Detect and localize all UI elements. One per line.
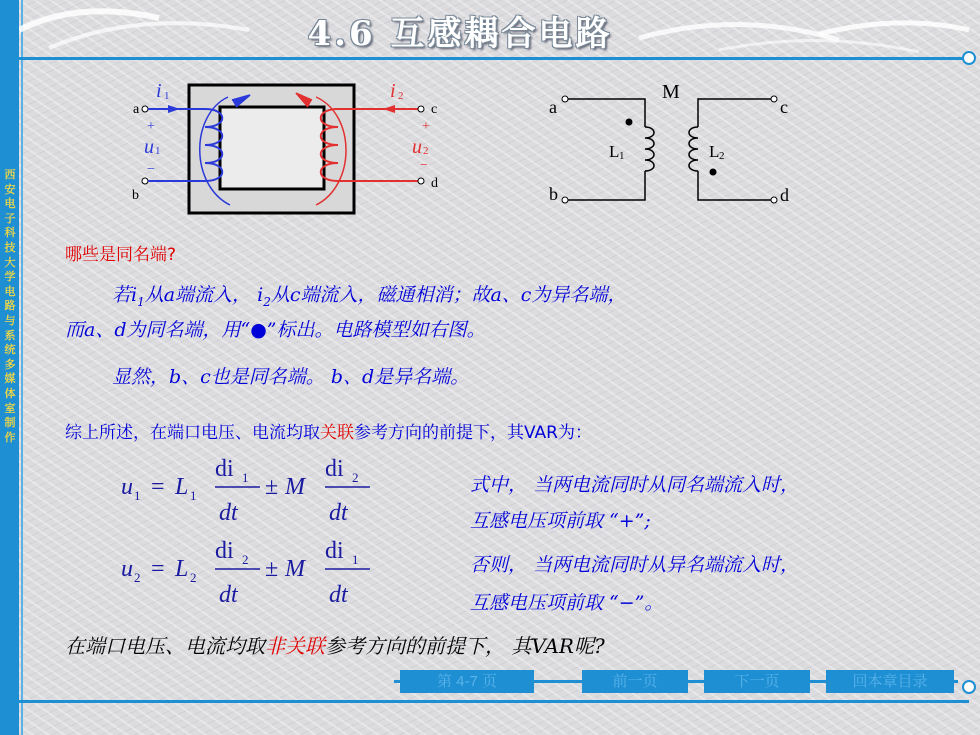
top-divider [19,57,969,60]
svg-text:=: = [151,556,165,582]
next-page-button[interactable]: 下一页 [704,670,810,693]
svg-text:1: 1 [190,488,197,503]
model-terminal-b: b [549,184,558,204]
terminal-b-label: b [132,188,139,203]
note-line-4: 互感电压项前取 “−”。 [470,592,664,614]
svg-text:di: di [325,456,344,482]
model-terminal-d: d [780,185,789,205]
terminal-d-label: d [431,176,438,191]
svg-text:2: 2 [134,570,141,585]
svg-text:di: di [215,456,234,482]
terminal-a-label: a [133,102,140,117]
svg-text:di: di [215,538,234,564]
svg-text:=: = [151,474,165,500]
u2-sub-label: 2 [423,145,429,157]
svg-text:M: M [285,474,305,500]
i1-sub-label: 1 [164,90,170,102]
model-terminal-c: c [780,97,788,117]
u1-sub-label: 1 [155,145,161,157]
paragraph-1: 若$i_1$从a端流入， $i_2$从c端流入，磁通相消；故a、c为异名端， [112,284,627,309]
note-line-1: 式中， 当两电流同时从同名端流入时， [470,474,800,496]
mutual-m-label: M [662,81,680,103]
page-title: 4.6 互感耦合电路 [307,14,613,54]
svg-text:dt: dt [329,500,348,526]
svg-text:2: 2 [352,470,359,485]
prev-page-button[interactable]: 前一页 [582,670,688,693]
i2-sub-label: 2 [398,90,404,102]
svg-text:dt: dt [219,582,238,608]
chapter-index-button[interactable]: 回本章目录 [826,670,954,693]
top-divider-dot [962,51,976,65]
l2-sub-label: 2 [719,150,725,162]
u1-label: u [144,136,154,158]
final-question: 在端口电压、电流均取非关联参考方向的前提下， 其VAR呢? [65,634,605,658]
page-number: 第 4-7 页 [400,670,534,693]
svg-text:L: L [175,474,189,500]
terminal-c-label: c [431,102,438,117]
svg-text:2: 2 [190,570,197,585]
i1-label: i [156,80,162,102]
svg-text:u: u [121,474,133,500]
paragraph-4: 综上所述，在端口电压、电流均取关联参考方向的前提下，其VAR为： [65,423,592,443]
svg-text:L: L [175,556,189,582]
svg-text:u: u [121,556,133,582]
transformer-figure [120,75,450,220]
svg-text:dt: dt [329,582,348,608]
l1-sub-label: 1 [619,150,625,162]
bottom-divider [19,700,969,703]
equation-1 [115,448,395,528]
svg-text:1: 1 [352,552,359,567]
circuit-model-figure [535,75,815,210]
model-terminal-a: a [549,97,557,117]
left-bar-line [21,0,23,735]
svg-text:±: ± [265,474,279,500]
svg-text:di: di [325,538,344,564]
svg-text:±: ± [265,556,279,582]
note-line-2: 互感电压项前取 “+”; [470,510,651,532]
i2-label: i [390,80,396,102]
svg-text:1: 1 [134,488,141,503]
equation-2 [115,530,395,610]
u2-label: u [412,136,422,158]
svg-text:2: 2 [242,552,249,567]
l1-label: L [609,142,620,161]
question-text: 哪些是同名端? [65,245,177,265]
u2-minus: − [420,158,428,173]
u1-plus: + [147,119,155,134]
bottom-divider-dot [962,680,976,694]
note-line-3: 否则， 当两电流同时从异名端流入时， [470,554,800,576]
svg-text:dt: dt [219,500,238,526]
u1-minus: − [147,162,155,177]
svg-text:1: 1 [242,470,249,485]
l2-label: L [709,142,720,161]
svg-text:M: M [285,556,305,582]
paragraph-2: 而a、d为同名端，用“●”标出。电路模型如右图。 [65,319,486,341]
paragraph-3: 显然，b、c也是同名端。 b、d是异名端。 [112,366,470,388]
u2-plus: + [422,119,430,134]
sidebar-vertical-text: 西安电子科技大学电路与系统多媒体室制作 [4,168,16,444]
